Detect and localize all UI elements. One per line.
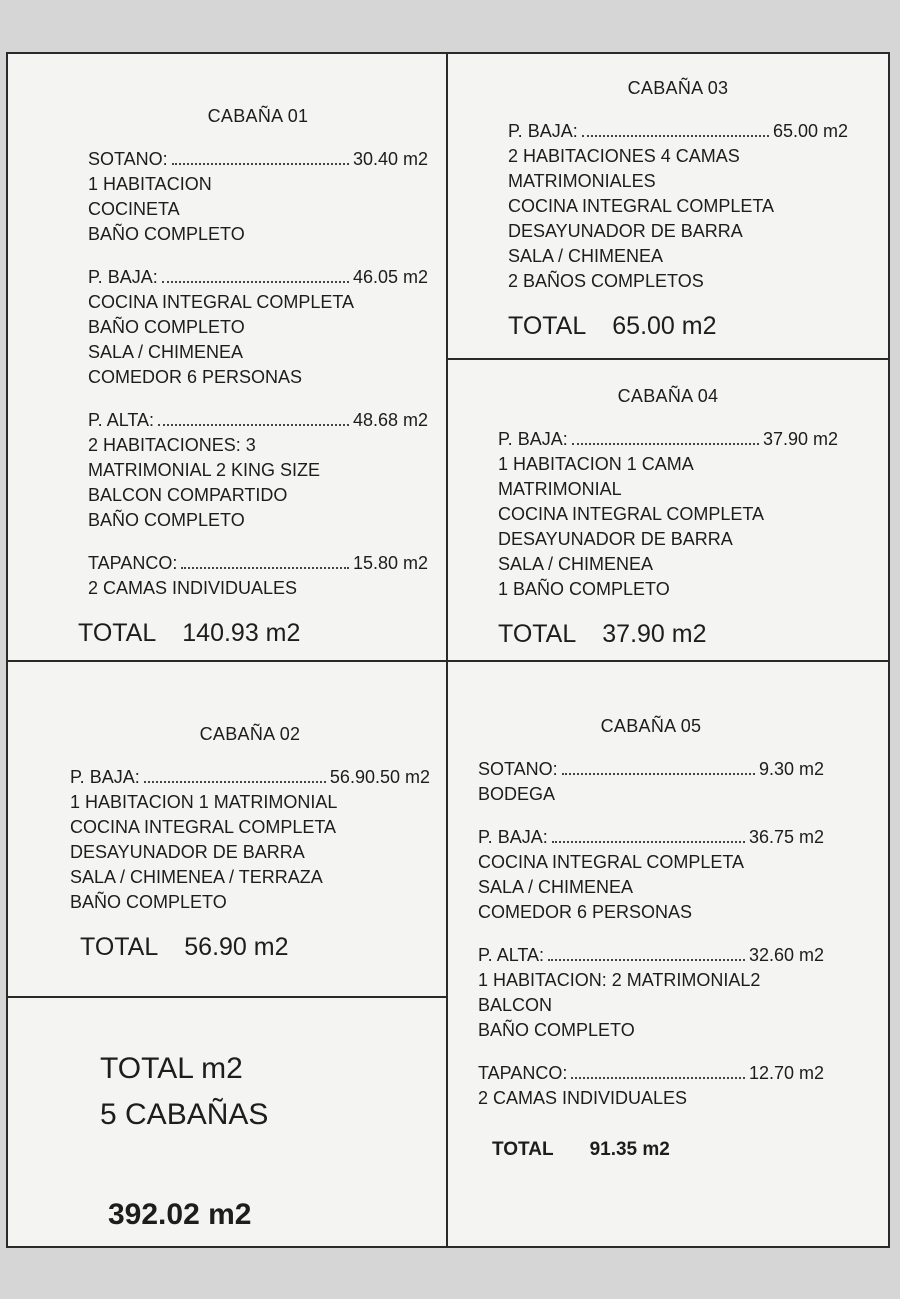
feature-item: COCINA INTEGRAL COMPLETA — [478, 852, 745, 872]
feature-item: 2 HABITACIONES 4 CAMAS — [508, 146, 740, 166]
area-value: 37.90 m2 — [762, 429, 838, 449]
floor-section — [88, 551, 428, 601]
cabana-total — [492, 1139, 824, 1161]
dot-leader — [552, 825, 745, 843]
area-label: P. BAJA: — [70, 767, 140, 787]
area-row — [478, 757, 824, 782]
cabana-sections — [88, 147, 428, 601]
divider-02-summary — [8, 996, 446, 998]
area-label: P. ALTA: — [88, 410, 155, 430]
feature-item: DESAYUNADOR DE BARRA — [70, 842, 305, 862]
feature-item: 1 HABITACION — [88, 174, 212, 194]
cabana-total — [78, 619, 428, 648]
grand-total: 392.02 m2 — [108, 1198, 252, 1231]
area-label: P. ALTA: — [478, 945, 545, 965]
feature-item: 2 BAÑOS COMPLETOS — [508, 271, 704, 291]
divider-03-04 — [448, 358, 888, 360]
dot-leader — [144, 765, 326, 783]
feature-item: COCINA INTEGRAL COMPLETA — [498, 504, 765, 524]
feature-item: 2 CAMAS INDIVIDUALES — [88, 578, 298, 598]
summary — [100, 1046, 420, 1138]
feature-item: DESAYUNADOR DE BARRA — [498, 529, 733, 549]
area-row — [88, 265, 428, 290]
cabana-title: CABAÑA 04 — [617, 386, 719, 406]
cabana-01 — [78, 106, 428, 648]
feature-item: DESAYUNADOR DE BARRA — [508, 221, 743, 241]
floor-section — [478, 943, 824, 1043]
cabana-title: CABAÑA 02 — [199, 724, 301, 744]
area-label: P. BAJA: — [478, 827, 548, 847]
cabana-03 — [508, 78, 848, 341]
floor-section — [88, 408, 428, 533]
total-value: 65.00 m2 — [612, 312, 717, 340]
area-row — [498, 427, 838, 452]
feature-item: 2 HABITACIONES: 3 — [88, 435, 256, 455]
area-label: TAPANCO: — [478, 1063, 568, 1083]
floor-section — [88, 147, 428, 247]
cabana-title: CABAÑA 03 — [627, 78, 729, 98]
area-value: 65.00 m2 — [772, 121, 848, 141]
total-label: TOTAL — [78, 619, 157, 647]
dot-leader — [571, 1061, 745, 1079]
feature-item: MATRIMONIALES — [508, 171, 656, 191]
dot-leader — [582, 119, 769, 137]
area-label: P. BAJA: — [498, 429, 568, 449]
feature-item: COMEDOR 6 PERSONAS — [88, 367, 303, 387]
area-label: SOTANO: — [478, 759, 558, 779]
area-value: 30.40 m2 — [352, 149, 428, 169]
feature-item: BAÑO COMPLETO — [88, 224, 245, 244]
feature-item: BAÑO COMPLETO — [88, 317, 245, 337]
feature-item: COCINA INTEGRAL COMPLETA — [508, 196, 775, 216]
dot-leader — [158, 408, 349, 426]
area-value: 46.05 m2 — [352, 267, 428, 287]
feature-item: SALA / CHIMENEA — [498, 554, 654, 574]
cabana-sections — [508, 119, 848, 294]
feature-item: BAÑO COMPLETO — [70, 892, 227, 912]
cabana-sections — [478, 757, 824, 1111]
area-value: 32.60 m2 — [748, 945, 824, 965]
floor-plan-sheet — [6, 52, 890, 1248]
feature-item: SALA / CHIMENEA — [508, 246, 664, 266]
floor-section — [70, 765, 430, 915]
total-value: 91.35 m2 — [589, 1139, 670, 1160]
area-label: P. BAJA: — [508, 121, 578, 141]
feature-item: 1 BAÑO COMPLETO — [498, 579, 670, 599]
feature-item: MATRIMONIAL 2 KING SIZE — [88, 460, 321, 480]
floor-section — [508, 119, 848, 294]
feature-item: 1 HABITACION 1 CAMA — [498, 454, 694, 474]
cabana-05 — [478, 716, 824, 1161]
floor-section — [478, 1061, 824, 1111]
dot-leader — [548, 943, 745, 961]
feature-item: BODEGA — [478, 784, 556, 804]
divider-middle — [8, 660, 888, 662]
area-row — [478, 825, 824, 850]
cabana-04 — [498, 386, 838, 649]
feature-item: COCINA INTEGRAL COMPLETA — [88, 292, 355, 312]
total-label: TOTAL — [80, 933, 159, 961]
feature-item: MATRIMONIAL — [498, 479, 622, 499]
feature-item: 1 HABITACION: 2 MATRIMONIAL2 — [478, 970, 761, 990]
dot-leader — [172, 147, 349, 165]
area-value: 15.80 m2 — [352, 553, 428, 573]
floor-section — [88, 265, 428, 390]
area-value: 48.68 m2 — [352, 410, 428, 430]
area-row — [88, 147, 428, 172]
area-value: 12.70 m2 — [748, 1063, 824, 1083]
feature-item: COCINA INTEGRAL COMPLETA — [70, 817, 337, 837]
area-row — [70, 765, 430, 790]
total-value: 140.93 m2 — [182, 619, 301, 647]
cabana-sections — [498, 427, 838, 602]
floor-section — [478, 825, 824, 925]
total-label: TOTAL — [508, 312, 587, 340]
feature-item: SALA / CHIMENEA — [478, 877, 634, 897]
feature-item: BALCON — [478, 995, 553, 1015]
cabana-total — [498, 620, 838, 649]
total-label: TOTAL — [498, 620, 577, 648]
feature-item: COMEDOR 6 PERSONAS — [478, 902, 693, 922]
cabana-02 — [70, 724, 430, 962]
area-row — [88, 551, 428, 576]
dot-leader — [562, 757, 755, 775]
vertical-divider — [446, 54, 448, 1246]
feature-item: BAÑO COMPLETO — [478, 1020, 635, 1040]
feature-item: BALCON COMPARTIDO — [88, 485, 288, 505]
area-row — [508, 119, 848, 144]
area-value: 36.75 m2 — [748, 827, 824, 847]
cabana-title: CABAÑA 05 — [600, 716, 702, 736]
dot-leader — [572, 427, 759, 445]
total-label: TOTAL — [492, 1139, 554, 1160]
dot-leader — [162, 265, 349, 283]
cabana-sections — [70, 765, 430, 915]
feature-item: 2 CAMAS INDIVIDUALES — [478, 1088, 688, 1108]
total-value: 56.90 m2 — [184, 933, 289, 961]
area-row — [478, 1061, 824, 1086]
cabana-total — [80, 933, 430, 962]
feature-item: BAÑO COMPLETO — [88, 510, 245, 530]
total-value: 37.90 m2 — [602, 620, 707, 648]
area-label: TAPANCO: — [88, 553, 178, 573]
dot-leader — [181, 551, 349, 569]
summary-cabanas-count: 5 CABAÑAS — [100, 1098, 269, 1131]
area-label: SOTANO: — [88, 149, 168, 169]
floor-section — [478, 757, 824, 807]
feature-item: 1 HABITACION 1 MATRIMONIAL — [70, 792, 338, 812]
area-row — [88, 408, 428, 433]
feature-item: SALA / CHIMENEA — [88, 342, 244, 362]
area-value: 9.30 m2 — [758, 759, 824, 779]
cabana-total — [508, 312, 848, 341]
area-row — [478, 943, 824, 968]
area-label: P. BAJA: — [88, 267, 158, 287]
summary-total-m2: TOTAL m2 — [100, 1052, 243, 1085]
area-value: 56.90.50 m2 — [329, 767, 430, 787]
feature-item: SALA / CHIMENEA / TERRAZA — [70, 867, 323, 887]
feature-item: COCINETA — [88, 199, 180, 219]
floor-section — [498, 427, 838, 602]
cabana-title: CABAÑA 01 — [207, 106, 309, 126]
